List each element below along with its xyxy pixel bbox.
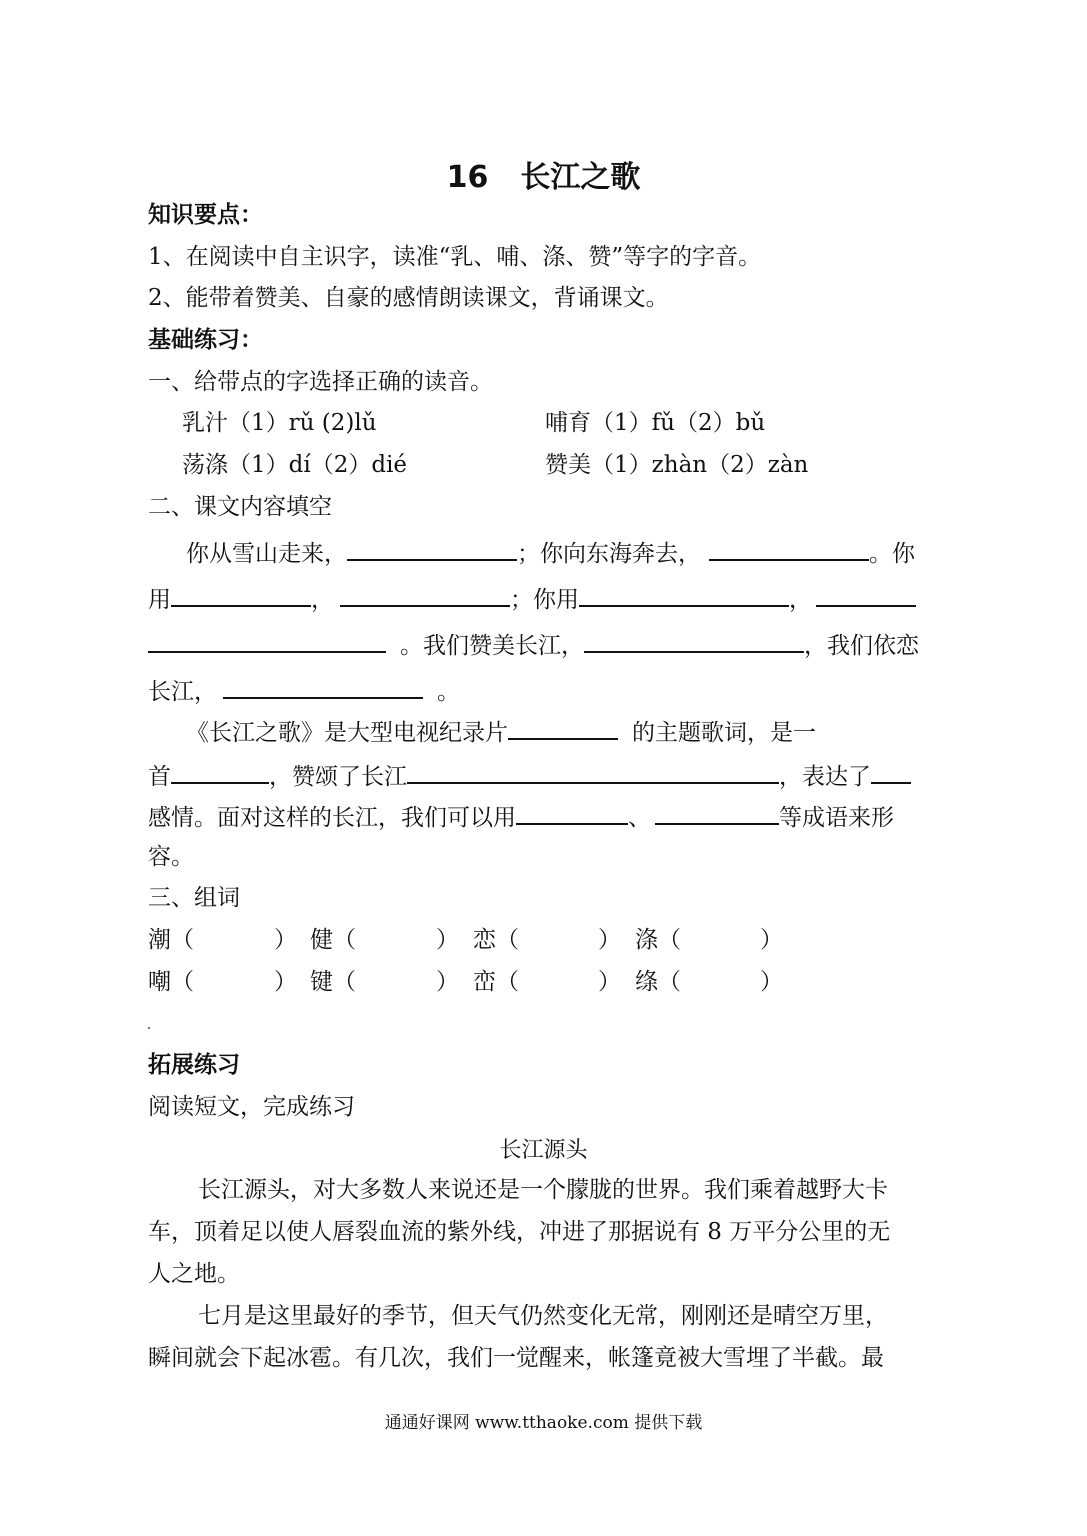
- fill-blank[interactable]: [579, 583, 789, 607]
- fill-blank[interactable]: [171, 583, 311, 607]
- q1-title: 一、给带点的字选择正确的读音。: [148, 369, 493, 395]
- knowledge-item-1: 1、在阅读中自主识字，读准“乳、哺、涤、赞”等字的字音。: [148, 244, 762, 270]
- q2-text: 感情。面对这样的长江，我们可以用: [148, 805, 516, 831]
- lesson-number: 16: [446, 160, 489, 195]
- q2-line-5: [186, 716, 816, 748]
- fill-blank[interactable]: [223, 675, 423, 699]
- lesson-name: 长江之歌: [520, 160, 641, 195]
- q3-row-2-b-close: ）: [436, 969, 459, 995]
- extension-instruction: 阅读短文，完成练习: [148, 1094, 355, 1120]
- q1-item-4: 赞美（1）zhàn（2）zàn: [545, 452, 809, 478]
- q3-row-1-d-close: ）: [760, 927, 783, 953]
- q2-title: 二、课文内容填空: [148, 494, 332, 520]
- q3-title: 三、组词: [148, 885, 240, 911]
- q2-text: ，: [789, 587, 812, 613]
- q1-item-3: 荡涤（1）dí（2）dié: [182, 452, 408, 478]
- q2-text: 。我们赞美长江，: [400, 633, 584, 659]
- lesson-title: [0, 152, 1087, 196]
- fill-blank[interactable]: [347, 537, 517, 561]
- q2-text: 用: [148, 587, 171, 613]
- q3-row-2-a-close: ）: [274, 969, 297, 995]
- q2-text: ；你向东海奔去，: [517, 541, 701, 567]
- fill-blank[interactable]: [655, 801, 779, 825]
- q2-text: ，我们依恋: [804, 633, 919, 659]
- q2-line-2: [148, 583, 916, 615]
- fill-blank[interactable]: [709, 537, 869, 561]
- fill-blank[interactable]: [816, 583, 916, 607]
- basic-heading: 基础练习：: [148, 327, 263, 353]
- passage-title: 长江源头: [499, 1138, 588, 1163]
- q2-text: 首: [148, 764, 171, 790]
- fill-blank[interactable]: [871, 760, 911, 784]
- passage-para-1-line-1: 长江源头，对大多数人来说还是一个朦胧的世界。我们乘着越野大卡: [198, 1177, 888, 1203]
- q2-line-6: [148, 760, 911, 792]
- scan-speck: [148, 1027, 150, 1029]
- q2-text: 长江，: [148, 679, 217, 705]
- fill-blank[interactable]: [148, 629, 386, 653]
- q2-line-8: 容。: [148, 844, 194, 870]
- q2-line-7: [148, 801, 894, 833]
- q3-row-1-a-close: ）: [274, 927, 297, 953]
- q2-line-1: [186, 537, 915, 569]
- passage-para-1-line-2: 车，顶着足以使人唇裂血流的紫外线，冲进了那据说有 8 万平分公里的无: [148, 1219, 891, 1245]
- q1-item-2: 哺育（1）fǔ（2）bǔ: [545, 410, 766, 436]
- extension-heading: 拓展练习: [148, 1052, 240, 1078]
- q3-row-2-a: 嘲（: [148, 969, 194, 995]
- passage-para-2-line-2: 瞬间就会下起冰雹。有几次，我们一觉醒来，帐篷竟被大雪埋了半截。最: [148, 1345, 884, 1371]
- q2-text: 等成语来形: [779, 805, 894, 831]
- q3-row-1-b: 健（: [310, 927, 356, 953]
- passage-para-1-line-3: 人之地。: [148, 1261, 240, 1287]
- q2-text: ，: [311, 587, 334, 613]
- q3-row-1-c: 恋（: [473, 927, 519, 953]
- q3-row-2-d: 绦（: [635, 969, 681, 995]
- q2-text: ，赞颂了长江: [269, 764, 407, 790]
- q2-text: 。: [437, 679, 460, 705]
- knowledge-item-2: 2、能带着赞美、自豪的感情朗读课文，背诵课文。: [148, 285, 669, 311]
- fill-blank[interactable]: [508, 716, 618, 740]
- q2-text: 的主题歌词，是一: [632, 720, 816, 746]
- q2-line-4: [148, 675, 460, 707]
- q2-line-3: [148, 629, 919, 661]
- knowledge-heading: 知识要点：: [148, 202, 263, 228]
- fill-blank[interactable]: [516, 801, 628, 825]
- q2-text: ；你用: [510, 587, 579, 613]
- q3-row-2-d-close: ）: [760, 969, 783, 995]
- q3-row-1-a: 潮（: [148, 927, 194, 953]
- footer-credit: 通通好课网 www.tthaoke.com 提供下载: [384, 1413, 703, 1433]
- q3-row-1-d: 涤（: [635, 927, 681, 953]
- q2-text: 、: [628, 805, 651, 831]
- q3-row-1-b-close: ）: [436, 927, 459, 953]
- q2-text: 。你: [869, 541, 915, 567]
- fill-blank[interactable]: [584, 629, 804, 653]
- q3-row-1-c-close: ）: [598, 927, 621, 953]
- q1-item-1: 乳汁（1）rǔ (2)lǔ: [182, 410, 377, 436]
- q2-text: ，表达了: [779, 764, 871, 790]
- fill-blank[interactable]: [340, 583, 510, 607]
- q3-row-2-c: 峦（: [473, 969, 519, 995]
- q3-row-2-c-close: ）: [598, 969, 621, 995]
- q3-row-2-b: 键（: [310, 969, 356, 995]
- fill-blank[interactable]: [171, 760, 269, 784]
- q2-text: 你从雪山走来，: [186, 541, 347, 567]
- passage-para-2-line-1: 七月是这里最好的季节，但天气仍然变化无常，刚刚还是晴空万里，: [198, 1303, 888, 1329]
- q2-text: 《长江之歌》是大型电视纪录片: [186, 720, 508, 746]
- fill-blank[interactable]: [407, 760, 779, 784]
